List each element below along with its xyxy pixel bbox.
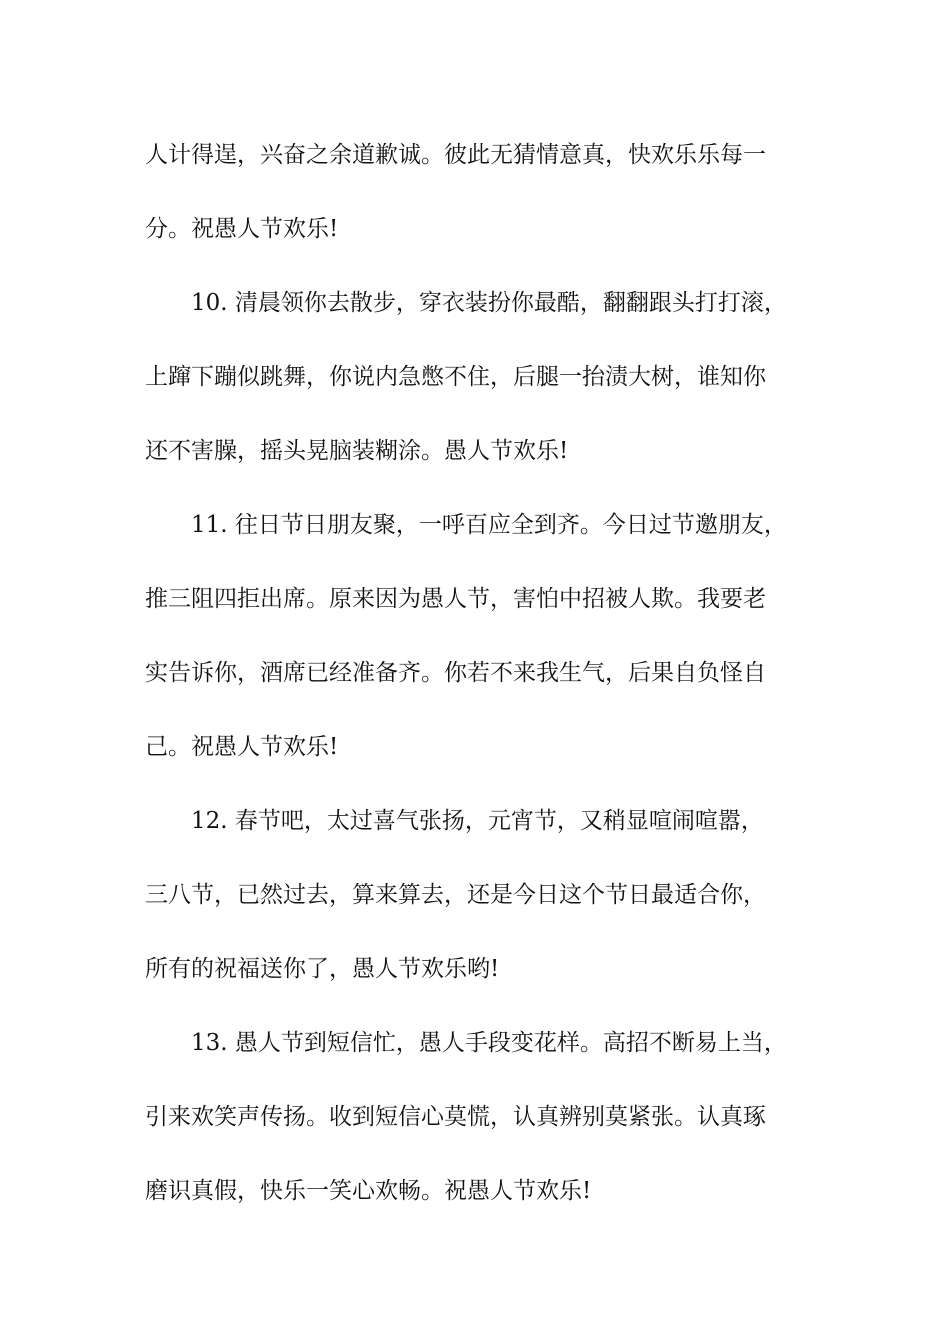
text-line: 人计得逞，兴奋之余道歉诚。彼此无猜情意真，快欢乐乐每一 — [145, 142, 766, 168]
paragraph-start-line: 10. 清晨领你去散步，穿衣装扮你最酷，翻翻跟头打打滚， — [191, 290, 787, 316]
paragraph-start-line: 13. 愚人节到短信忙，愚人手段变花样。高招不断易上当， — [191, 1030, 787, 1056]
text-line: 分。祝愚人节欢乐! — [145, 216, 339, 242]
paragraph-start-line: 12. 春节吧，太过喜气张扬，元宵节，又稍显喧闹喧嚣， — [191, 808, 764, 834]
text-line: 己。祝愚人节欢乐! — [145, 734, 339, 760]
text-line: 上蹿下蹦似跳舞，你说内急憋不住，后腿一抬渍大树，谁知你 — [145, 364, 766, 390]
text-line: 还不害臊，摇头晃脑装糊涂。愚人节欢乐! — [145, 438, 569, 464]
text-line: 三八节，已然过去，算来算去，还是今日这个节日最适合你， — [145, 882, 766, 908]
text-line: 引来欢笑声传扬。收到短信心莫慌，认真辨别莫紧张。认真琢 — [145, 1104, 766, 1130]
text-line: 所有的祝福送你了，愚人节欢乐哟! — [145, 956, 500, 982]
text-line: 推三阻四拒出席。原来因为愚人节，害怕中招被人欺。我要老 — [145, 586, 766, 612]
text-line: 磨识真假，快乐一笑心欢畅。祝愚人节欢乐! — [145, 1178, 592, 1204]
paragraph-start-line: 11. 往日节日朋友聚，一呼百应全到齐。今日过节邀朋友， — [191, 512, 787, 538]
text-line: 实告诉你，酒席已经准备齐。你若不来我生气，后果自负怪自 — [145, 660, 766, 686]
document-body — [145, 118, 825, 1228]
